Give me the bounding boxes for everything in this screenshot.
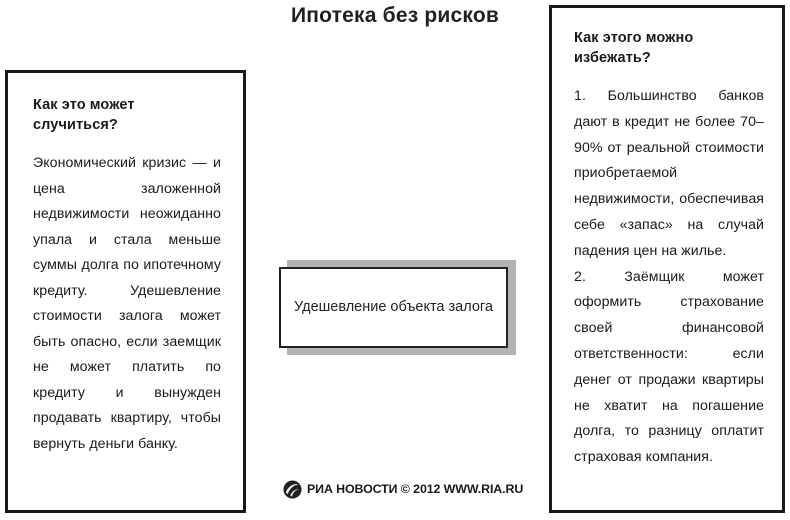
left-panel-body: Экономический кризис — и цена заложенной недвижимости неожиданно упала и стала меньше суммы долга по ипотечному кредиту. Удешевление стоимости залога может быть опасно, если заемщик не может платить по кредиту и вынужден продавать квартиру, чтобы вернуть деньги банку. <box>33 155 221 452</box>
page-title: Ипотека без рисков <box>291 4 499 27</box>
callout-label: Удешевление объекта залога <box>294 299 493 315</box>
credit-line <box>283 479 523 499</box>
ria-novosti-swirl-logo-icon <box>283 480 302 499</box>
credit-text: РИА НОВОСТИ © 2012 WWW.RIA.RU <box>307 482 524 496</box>
callout-box <box>279 267 508 348</box>
right-panel-item-1: 1. Большинство банков дают в кредит не более 70–90% от реальной стоимости приобретаемой недвижимости, обеспечивая себе «запас» на случай падения цен на жилье. <box>574 88 764 259</box>
left-panel-heading: Как это может случиться? <box>33 97 135 133</box>
panel-how-it-can-happen <box>5 70 246 513</box>
panel-how-to-avoid <box>549 5 785 513</box>
right-panel-item-2: 2. Заёмщик может оформить страхование своей финансовой ответственности: если денег от продажи квартиры не хватит на погашение долга, то разницу оплатит страховая компания. <box>574 268 764 466</box>
right-panel-heading: Как этого можно избежать? <box>574 30 694 66</box>
center-callout <box>279 260 516 356</box>
